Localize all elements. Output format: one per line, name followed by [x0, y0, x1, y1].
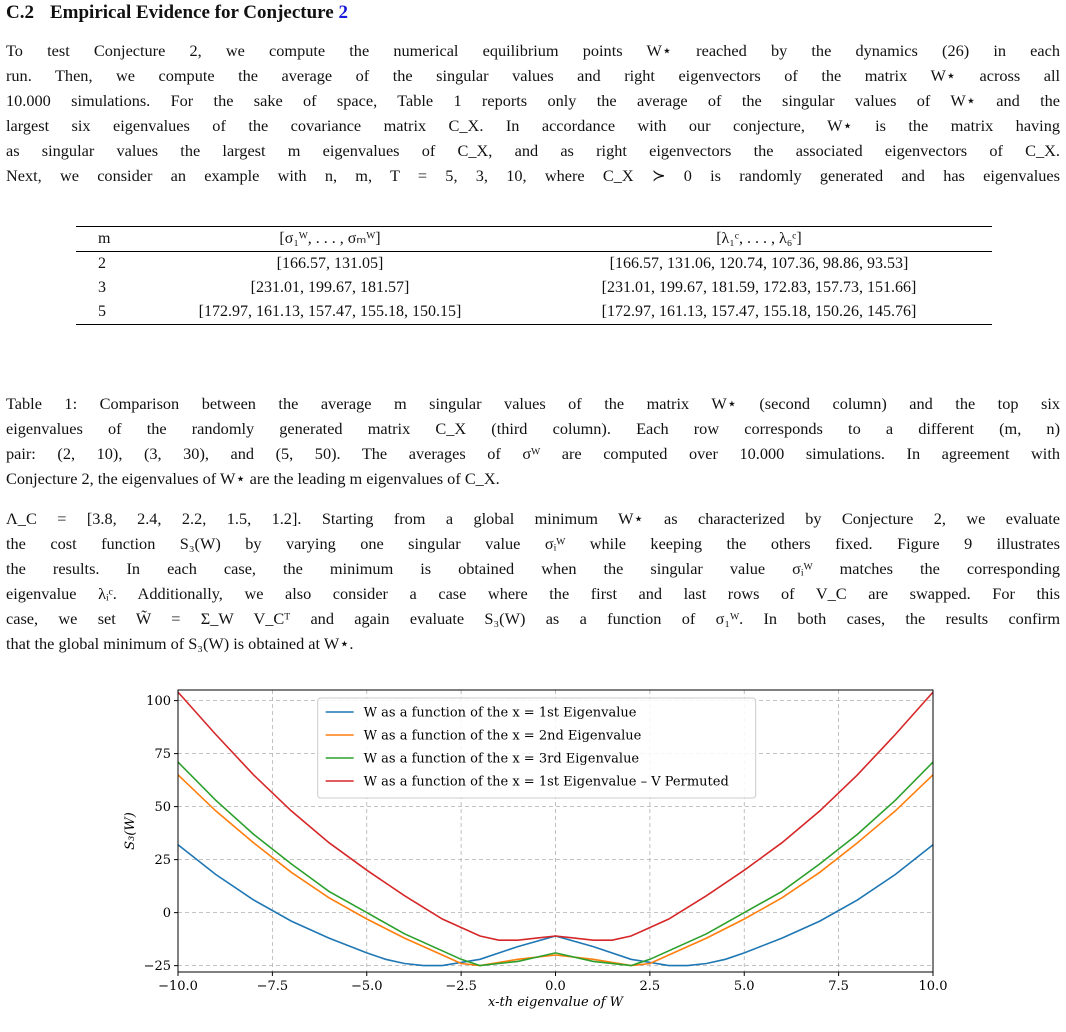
text-line: case, we set W̃ = Σ_W V_Cᵀ and again evaluate S₃(W) as a function of σ₁ᵂ. In both cases, the results confirm	[6, 609, 1060, 628]
y-tick-label: 75	[154, 747, 171, 763]
text-line: eigenvalue λᵢᶜ. Additionally, we also consider a case where the first and last rows of V_C are swapped. For this	[6, 584, 1060, 603]
cell-sigma: [231.01, 199.67, 181.57]	[250, 279, 410, 296]
cell-lambda: [166.57, 131.06, 120.74, 107.36, 98.86, 93.53]	[609, 255, 909, 272]
paragraph-results	[6, 506, 1060, 656]
caption-line: Conjecture 2, the eigenvalues of W⋆ are the leading m eigenvalues of C_X.	[6, 469, 500, 488]
text-line: as singular values the largest m eigenvalues of C_X, and as right eigenvectors the associated eigenvectors of C_X.	[6, 141, 1060, 160]
x-tick-label: −2.5	[445, 979, 477, 994]
text-line: run. Then, we compute the average of the singular values and right eigenvectors of the matrix W⋆ across all	[6, 66, 1060, 85]
cell-lambda: [172.97, 161.13, 157.47, 155.18, 150.26, 145.76]	[601, 303, 917, 320]
header-m: m	[98, 230, 111, 247]
x-tick-label: 7.5	[828, 979, 849, 994]
cell-m: 5	[98, 303, 106, 320]
y-axis-label: S₃(W)	[123, 812, 138, 850]
x-tick-label: −7.5	[256, 979, 289, 994]
text-line: the results. In each case, the minimum is obtained when the singular value σᵢᵂ matches the corresponding	[6, 559, 1060, 578]
paragraph-intro	[6, 38, 1060, 188]
table-row	[76, 276, 992, 300]
table-row	[76, 252, 992, 277]
header-lambda: [λ₁ᶜ, . . . , λ₆ᶜ]	[716, 230, 802, 247]
y-tick-label: −25	[143, 959, 171, 975]
x-tick-label: 2.5	[639, 979, 661, 994]
x-tick-label: 0.0	[545, 979, 566, 994]
legend-entry-2: W as a function of the x = 2nd Eigenvalue	[363, 728, 642, 744]
y-tick-label: 0	[162, 906, 171, 922]
section-heading	[6, 2, 348, 24]
x-axis-label: x-th eigenvalue of W	[487, 995, 624, 1010]
cell-m: 3	[98, 279, 106, 296]
text-line: largest six eigenvalues of the covariance matrix C_X. In accordance with our conjecture, W⋆ is the matrix having	[6, 116, 1060, 135]
caption-line: eigenvalues of the randomly generated matrix C_X (third column). Each row corresponds to a different (m, n)	[6, 419, 1060, 438]
x-tick-label: 5.0	[733, 979, 755, 994]
cell-m: 2	[98, 255, 106, 272]
section-title: Empirical Evidence for Conjecture	[49, 2, 334, 23]
table-row	[76, 300, 992, 325]
conjecture-link[interactable]: 2	[338, 2, 348, 23]
text-line: Next, we consider an example with n, m, T = 5, 3, 10, where C_X ≻ 0 is randomly generated and has eigenvalues	[6, 166, 1060, 185]
section-number: C.2	[6, 2, 34, 23]
y-tick-label: 50	[154, 800, 171, 816]
legend-entry-1: W as a function of the x = 1st Eigenvalue	[363, 705, 637, 721]
x-tick-label: −5.0	[350, 979, 383, 994]
y-tick-label: 100	[146, 694, 171, 710]
text-line: 10.000 simulations. For the sake of space, Table 1 reports only the average of the singular values of W⋆ and the	[6, 91, 1060, 110]
table-header-row	[76, 227, 992, 252]
figure-chart	[104, 684, 954, 1014]
text-line: the cost function S₃(W) by varying one singular value σᵢᵂ while keeping the others fixed. Figure 9 illustrates	[6, 534, 1060, 553]
legend-entry-4: W as a function of the x = 1st Eigenvalue – V Permuted	[363, 774, 729, 790]
text-line: Λ_C = [3.8, 2.4, 2.2, 1.5, 1.2]. Starting from a global minimum W⋆ as characterized by Conjecture 2, we evaluate	[6, 509, 1060, 528]
cell-sigma: [166.57, 131.05]	[276, 255, 384, 272]
x-tick-label: −10.0	[158, 979, 198, 994]
text-line: To test Conjecture 2, we compute the numerical equilibrium points W⋆ reached by the dynamics (26) in each	[6, 41, 1060, 60]
caption-line: pair: (2, 10), (3, 30), and (5, 50). The averages of σᵂ are computed over 10.000 simulations. In agreement with	[6, 444, 1060, 463]
header-sigma: [σ₁ᵂ, . . . , σₘᵂ]	[279, 230, 381, 247]
text-line: that the global minimum of S₃(W) is obtained at W⋆.	[6, 634, 354, 653]
results-table	[76, 226, 992, 325]
cell-sigma: [172.97, 161.13, 157.47, 155.18, 150.15]	[198, 303, 462, 320]
table-caption	[6, 391, 1060, 491]
caption-line: Table 1: Comparison between the average m singular values of the matrix W⋆ (second column) and the top six	[6, 394, 1060, 413]
x-tick-label: 10.0	[918, 979, 948, 994]
y-tick-label: 25	[154, 853, 171, 869]
cell-lambda: [231.01, 199.67, 181.59, 172.83, 157.73, 151.66]	[601, 279, 917, 296]
legend-entry-3: W as a function of the x = 3rd Eigenvalue	[363, 751, 640, 767]
